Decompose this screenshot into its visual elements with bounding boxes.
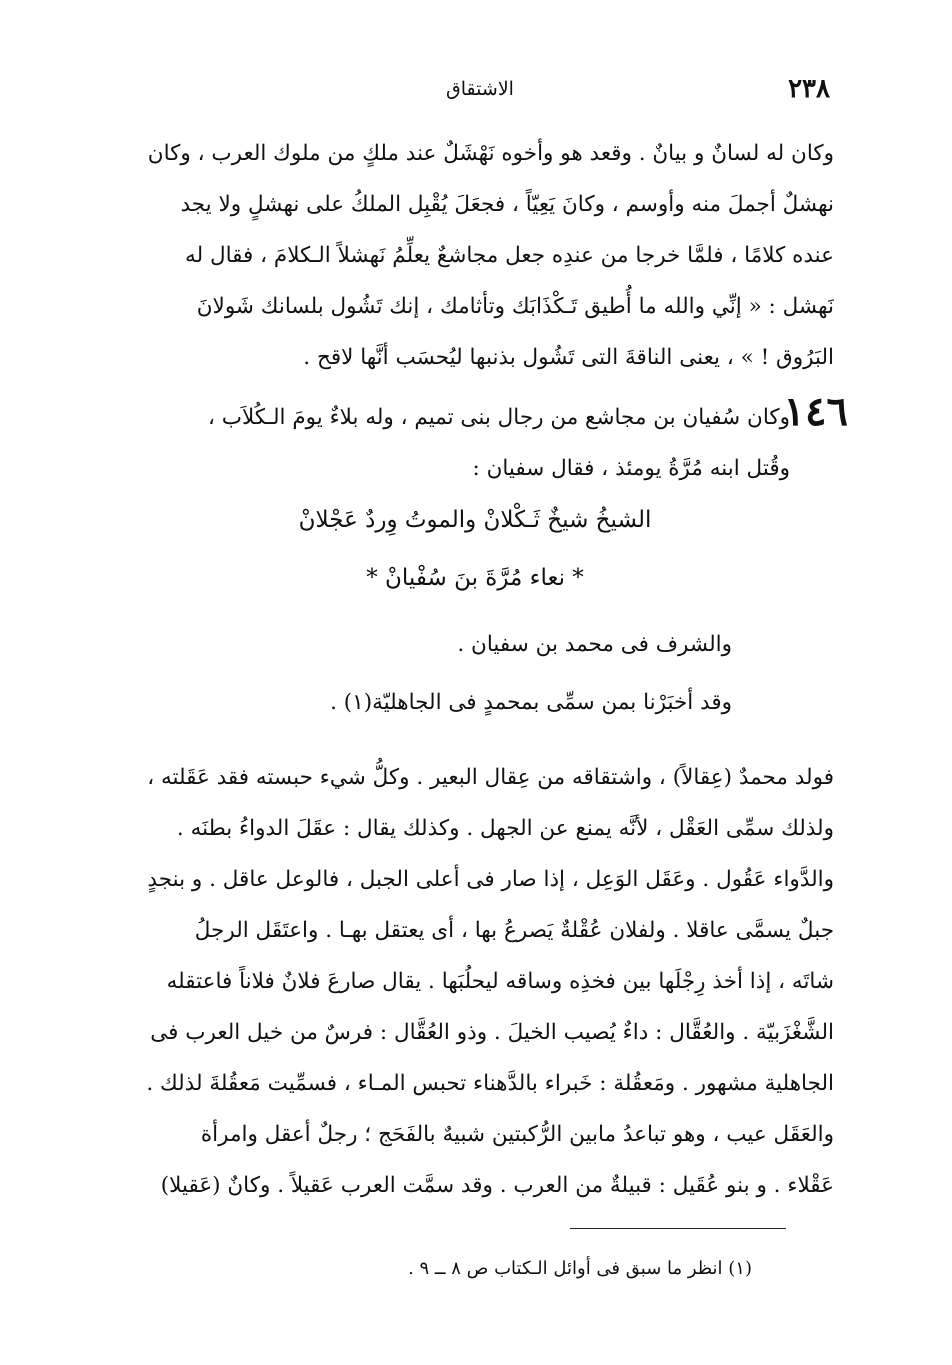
text-line: والعَقَل عيب ، وهو تباعدُ مابين الرُّكبتين شبيهٌ بالفَحَج ؛ رجلٌ أعقل وامرأة xyxy=(200,1122,834,1147)
text-line: وكان له لسانٌ و بيانٌ . وقعد هو وأخوه نَهْشَلٌ عند ملكٍ من ملوك العرب ، وكان xyxy=(147,141,834,166)
text-line: والدَّواء عَقُول . وعَقَل الوَعِل ، إذا صار فى أعلى الجبل ، فالوعل عاقل . و بنجدٍ xyxy=(147,867,834,892)
page-header xyxy=(130,70,830,110)
text-line: عنده كلامًا ، فلمَّا خرجا من عندِه جعل مجاشعٌ يعلِّمُ نَهشلاً الـكلامَ ، فقال له xyxy=(185,243,834,268)
text-line: نهشلٌ أجملَ منه وأوسم ، وكانَ يَعِيّاً ، فجعَلَ يُقْبِل الملكُ على نهشلٍ ولا يجد xyxy=(180,192,834,217)
paragraph-iqal xyxy=(128,752,834,1211)
standalone-line: وقد أخبَرْنا بمن سمِّى بمحمدٍ فى الجاهليّة(١) . xyxy=(330,690,732,715)
page-number: ٢٣٨ xyxy=(788,74,830,104)
text-line: عَقْلاء . و بنو عُقَيل : قبيلةٌ من العرب . وقد سمَّت العرب عَقيلاً . وكانٌ (عَقيلا) xyxy=(160,1173,834,1198)
paragraph-nahshal xyxy=(128,128,834,383)
footnote: (١) انظر ما سبق فى أوائل الـكتاب ص ٨ ــ ٩ . xyxy=(408,1258,752,1279)
text-line: ولذلك سمِّى العَقْل ، لأنَّه يمنع عن الجهل . وكذلك يقال : عقَلَ الدواءُ بطنَه . xyxy=(176,816,834,841)
running-title: الاشتقاق xyxy=(446,78,514,100)
section-number: ١٤٦ xyxy=(783,388,848,435)
paragraph-sufyan xyxy=(128,392,790,494)
text-line: الشَّغْزَبيّة . والعُقَّال : داءٌ يُصيب الخيلَ . وذو العُقَّال : فرسٌ من خيل العرب فى xyxy=(150,1020,834,1045)
text-line: فولد محمدٌ (عِقالاً) ، واشتقاقه من عِقال البعير . وكلُّ شيء حبسته فقد عَقَلته ، xyxy=(147,765,834,790)
verse-line: * نعاء مُرَّةَ بنَ سُفْيانْ * xyxy=(366,565,584,591)
standalone-line: والشرف فى محمد بن سفيان . xyxy=(457,632,732,657)
text-line: الجاهلية مشهور . ومَعقُلة : خَبراء بالدَّهناء تحبس المـاء ، فسمِّيت مَعقُلةَ لذلك . xyxy=(146,1071,834,1096)
text-line: جبلٌ يسمَّى عاقلا . ولفلان عُقْلةٌ يَصرعُ بها ، أى يعتقل بهـا . واعتَقَل الرجلُ xyxy=(194,918,834,943)
verse-line: الشيخُ شيخٌ ثَـكْلانْ والموتُ وِردٌ عَجْلانْ xyxy=(298,507,652,533)
text-line: شاتَه ، إذا أخذ رِجْلَها بين فخذِه وساقه ليحلُبَها . يقال صارعَ فلانٌ فلاناً فاعتقله xyxy=(166,969,834,994)
text-line: البَرُوق ! » ، يعنى الناقةَ التى تَشُول بذنبها ليُحسَب أنَّها لاقح . xyxy=(303,345,834,370)
footnote-divider xyxy=(570,1228,786,1229)
text-line: وكان سُفيان بن مجاشع من رجال بنى تميم ، وله بلاءٌ يومَ الـكُلاَب ، xyxy=(207,405,790,430)
text-line: وقُتل ابنه مُرَّةُ يومئذ ، فقال سفيان : xyxy=(472,456,790,481)
text-line: نَهشل : « إنِّي والله ما أُطيق تَـكْذَابَك وتأثامك ، إنك تَشُول بلسانك شَولانَ xyxy=(196,294,834,319)
